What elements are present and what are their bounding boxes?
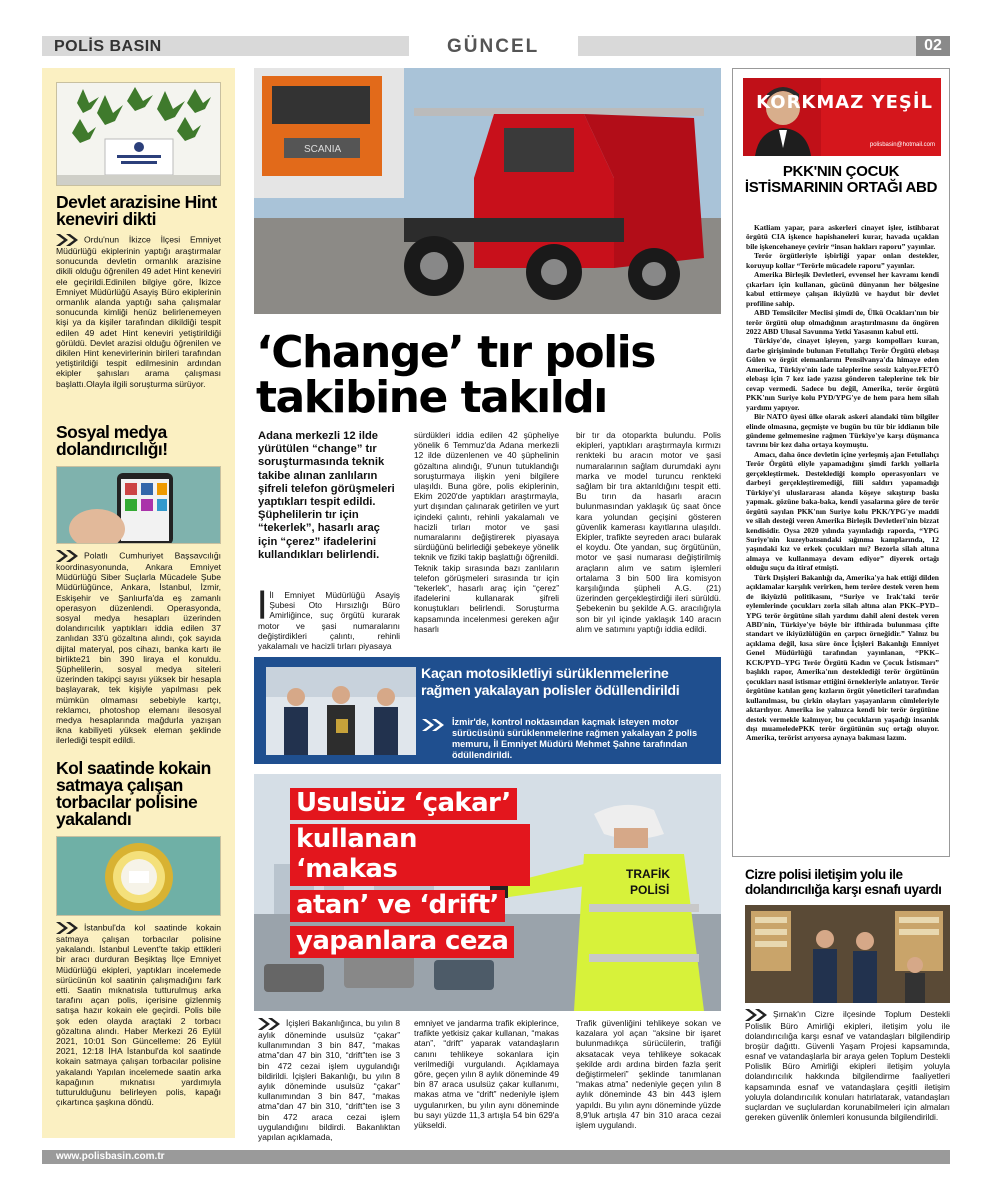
traffic-headline-line3: atan’ ve ‘drift’: [290, 890, 505, 922]
shop-illustration: [745, 905, 950, 1003]
award-news-box: [254, 657, 721, 764]
double-chevron-icon: [745, 1009, 771, 1021]
column-body: [746, 223, 939, 743]
truck-illustration: [254, 68, 721, 314]
page-footer: [42, 1150, 950, 1164]
double-chevron-icon: [56, 234, 82, 246]
page-number: 02: [916, 36, 950, 56]
article-col-3: bir tır da otoparkta bulundu. Polis ekipleri, yaptıkları araştırmayla kırmızı renkteki bu aracın motor ve şasi numaralarının sağlam durumdaki aynı marka ve model turuncu renkteki sağlam bir tıra aktarıldığını tespit etti. Bu tırın da hasarlı aracın bulunmasından yaklaşık üç saat önce kara yolundan geçişini gösteren güvenlik kamerası kayıtlarına ulaşıldı. Ekipler, trafikte seyreden aracı bularak el koydu. Öte yandan, suç örgütünün, motor ve şasi numarası değiştirilmiş araçların alım ve satım işlemleri ortalama 3 bin 500 lira komisyon karşılığında şüpheli A.G. (21) üzerinden gerçekleştirdiği ileri sürüldü. Şebekenin bu şekilde A.G. aracılığıyla son bir yıl içinde yaklaşık 140 aracın alım ve satımını yaptığı iddia edildi.: [576, 430, 721, 634]
hemp-body-text: Ordu'nun İkizce İlçesi Emniyet Müdürlüğü ekiplerinin yaptığı araştırmalar sonucunda devletin ormanlık arazisine dikili olduğu öğrenilen 49 adet Hint keneviri ele geçirildi.Edinilen bilgiye göre, İkizce Emniyet Müdürlüğü Asayiş Büro ekiplerinin ormanlık alanda yaptığı saha çalışmalar sonucunda kimliği henüz belirlenemeyen kişi ya da kişiler tarafından dikildiği tespit edilen 49 adet Hint keneviri yetiştirildiği görüldü. Devlet arazisi olduğu öğrenilen ve dikilen Hint kenevirlerinin birileri tarafından yetiştirildiği tespit edilmesinin ardından ekipler şahısları arama çalışması başlattı.Olayla ilgili soruşturma sürüyor.: [56, 234, 221, 389]
article-col-1: [258, 586, 400, 652]
news-item-hemp: [56, 82, 221, 389]
page-header: [42, 36, 950, 56]
traffic-headline-line1: Usulsüz ‘çakar’: [290, 788, 517, 820]
traffic-col-2: emniyet ve jandarma trafik ekiplerince, trafikte yetkisiz çakar kullanan, “makas atan”, “drift” yaparak vatandaşların canını tehlikeye sokanlara için verilmediği vurgulandı. Açıklamaya göre, geçen yılın 8 aylık döneminde 49 bin 87 araca usulsüz çakar kullanımı, makas atma ve “drift” nedeniyle işlem uygulanırken, bu yılın aynı döneminde bu sayı yüzde 11,3 artışla 54 bin 629'a yükseldi.: [414, 1018, 559, 1131]
cizre-body-text: Şırnak'ın Cizre ilçesinde Toplum Destekli Polislik Büro Amirliği ekipleri, iletişim yolu ile dolandırıcılığa karşı esnaf ve vatandaşları bilgilendirip broşür dağıttı. Güvenli Yaşam Projesi kapsamında, esnaf ve vatandaşlarla bir araya gelen Toplum Destekli Polislik Büro Amirliği ekipleri iletişim yoluyla dolandırıcılık hakkında bilgilendirme faaliyetleri kapsamında esnaf ve vatandaşlara çeşitli iletişim yoluyla dolandırıcılık konuları hatırlatarak, vatandaşları suçlardan ve suçlulardan korunabilmeleri için almaları gereken güvenlik önlemleri konusunda bilgilendirildi.: [745, 1009, 950, 1122]
hemp-body: [56, 234, 221, 389]
truck-photo: [254, 68, 721, 314]
traffic-headline-line4: yapanlara ceza: [290, 926, 514, 958]
watch-illustration: [57, 837, 221, 916]
award-photo: [266, 667, 416, 755]
main-headline: [256, 327, 726, 423]
footer-url[interactable]: www.polisbasin.com.tr: [56, 1151, 165, 1162]
hemp-photo: [56, 82, 221, 186]
traffic-headline: [290, 788, 530, 962]
cocaine-watch-body-text: İstanbul'da kol saatinde kokain satmaya çalışan torbacılar polisine yakalandı. İstanbul Levent'te takip ettikleri bir aracı durduran Beşiktaş İlçe Emniyet Müdürlüğü ekipleri, yaptıkları incelemede sürücünün kol saatinin çalışmadığını fark etti. Saatin mıknatısla tutturulmuş arka tarafını açan polis, içerisine gizlenmiş satışa hazır kokain ele geçirdi. Polis bile şok eden olayda araçtaki 2 torbacı gözaltına alındı. Haber Merkezi 26 Eylül 2021, 10:01 Son Güncelleme: 26 Eylül 2021, 12:18 İHA İstanbul'da kol saatinde kokain satmaya çalışan torbacılar polisine yakalandı Yapılan incelemede saatin arka kapağının mıknatısı yardımıyla tutturulduğunu belirleyen polis, kapağı çıkartınca şaşkına döndü.: [56, 922, 221, 1108]
svg-text:SCANIA: SCANIA: [304, 144, 342, 155]
hemp-plants-illustration: [57, 83, 221, 186]
main-headline-line1: ‘Change’ tır polis: [256, 327, 655, 378]
column-paragraph: Bir NATO üyesi ülke olarak askeri alandaki tüm bilgiler elinde olmasına, geçmişte ve bugün bu tür bir iddianın bile gündeme gelmemesine rağmen Türkiye'ye karşı düşmanca tavrını bir kez daha ortaya koymuştu.: [746, 412, 939, 450]
double-chevron-icon: [258, 1018, 284, 1030]
cocaine-watch-body: [56, 922, 221, 1107]
traffic-headline-line2: kullanan ‘makas: [290, 824, 530, 886]
column-paragraph: Türkiye'de, cinayet işleyen, yargı kompolları kuran, darbe girişiminde bulunan Fetullahçı Terör Örgütü elebaşı Gülen ve örgüt elemanlarını Pensilvanya'da himaye eden Amerika, Türkiye'nin iade taleplerine sessiz kalıyor.FETÖ elebaşı için 7 kez iade yazısı gönderen taleplerine tek bir cevap vermedi. Sadece bu değil, Amerika, terör örgütü PKK'nın Suriye kolu PYD/YPG'ye de hem para hem silah yardımı yapıyor.: [746, 336, 939, 412]
column-paragraph: Amerika Birleşik Devletleri, evvensel her kavramı kendi çıkarları için kullanan, gücünü dünyanın her bölgesine kabul ettirmeye çalışan ikiyüzlü ve haydut bir devlet profiline sahip.: [746, 270, 939, 308]
column-paragraph: Türk Dışişleri Bakanlığı da, Amerika'ya hak ettiği dilden açıklamalar karşılık verirken, hem teröre destek veren hem de ikiyüzlü politikasını, “Suriye ve Irak'taki terör eylemlerinde çocukları zorla silah altına alan PKK–PYD–YPG terör örgütüne silah yardımı dahil aleni destek veren ABD'nin, Türkiye'ye böyle bir ifthirada bulunması çifte standart ve ikiyüzlülüğün en çarpıcı örneğidir.” Yalnız bu açıklama değil, kısa süre önce İçişleri Bakanlığı Emniyet Genel Müdürlüğü tarafından yayınlanan, “PKK–KCK/PYD–YPG Terör Örgütü Kadın ve Çocuk İstismarı” başlıklı rapor, Amerika'nın desteklediği terör örgütünün çocukları nasıl istismar ettiğini örnekleriyle anlatıyor. Terör örgütüne katılan genç kızların örgüt yöneticileri tarafından kullanılması, bu çirkin olayları yaşayanların cümleleriyle aktarılıyor. Amerika ise yalnızca kendi bir terör örgütüne destek vermekle kalmıyor, bu çocukların yaşadığı insanlık dışı muameledePKK terör örgütünün suç ortağı oluyor. Amerika, terörist arıyorsa aynaya bakması lazım.: [746, 572, 939, 743]
section-title: GÜNCEL: [447, 36, 540, 57]
traffic-col-1-text: İçişleri Bakanlığınca, bu yılın 8 aylık döneminde usulsüz “çakar” kullanımından 3 bin 847, “makas atma”dan 47 bin 310, “drift”ten ise 3 bin 472 cezai işlem uygulandığı bildirildi. İçişleri Bakanlığı, bu yılın 8 aylık döneminde usulsüz “çakar” kullanımından 3 bin 847, “makas atma”dan 47 bin 310, “drift”ten ise 3 bin 472 araca cezai işlem uygulandığını bildirdi. Bakanlıktan yapılan açıklamada,: [258, 1018, 400, 1143]
article-col-2: sürdükleri iddia edilen 42 şüpheliye yönelik 6 Temmuz'da Adana merkezli 12 ilde düzenlenen ve 40 şüphelinin gözaltına alındığı, 9'unun tutuklandığı soruşturmaya ilişkin yeni bilgilere ulaşıldı. Buna göre, polis ekiplerinin, Ekim 2020'de yaptıkları araştırmayla, yurt dışından çalınarak getirilen ve yurt içindeki çalıntı, rehinli yakalamalı ve hacizli tırları motor ve şasi numaralarını değiştirerek piyasaya sürdüğünü belirlediği şebekeye yönelik teknik ve fiziki takip başlattığı öğrenildi. Teknik takip sırasında bazı zanlıların telefon görüşmeleri sırasında tır için “tekerlek”, hasarlı araç için “çerez” ifadelerini kullanarak şifreli konuştukları belirlendi. Soruşturma kapsamında incelenmesi gereken ağır hasarlı: [414, 430, 559, 634]
news-item-social-media: [56, 424, 221, 746]
social-media-body: [56, 550, 221, 746]
column-title: PKK'NIN ÇOCUK İSTİSMARININ ORTAĞI ABD: [744, 163, 938, 196]
award-title: Kaçan motosikletliyi sürüklenmelerine rağmen yakalayan polisler ödüllendirildi: [421, 666, 680, 699]
social-media-body-text: Polatlı Cumhuriyet Başsavcılığı koordinasyonunda, Ankara Emniyet Müdürlüğü Siber Suçlarla Mücadele Şube Müdürlüğünce, Ankara, İstanbul, İzmir, Eskişehir ve Şanlıurfa'da eş zamanlı operasyon düzenlendi. Operasyonda, sosyal medya hesapları üzerinden dolandırıcılık yaptıkları iddia edilen 37 zanlıdan 33'ü gözaltına alındı, çok sayıda dijital materyal, pos cihazı, banka kartı ile birlikte21 bin 390 liraya el konuldu. Şüphelilerin, sosyal medya siteleri üzerinden takipçi sayısı yüksek bir hesapla başlayarak, tek kişiyle yapılması pek mümkün olmaması sebebiyle kartçı, reklamcı, photoshop elemanı ilesosyal medya hesaplarında mağdurla yazışan ikna kabiliyeti yüksek eleman şeklinde ilerlediği tespit edildi.: [56, 550, 221, 746]
columnist-name: KORKMAZ YEŞİL: [756, 92, 933, 113]
award-text: İzmir'de, kontrol noktasından kaçmak isteyen motor sürücüsünü sürüklenmelerine rağmen yakalayan 2 polis memuru, İl Emniyet Müdürü Mehmet Şahne tarafından ödüllendirildi.: [452, 717, 698, 760]
double-chevron-icon: [56, 550, 82, 562]
drop-cap-bar: |: [258, 586, 267, 619]
vest-text-2: POLİSİ: [630, 883, 670, 897]
column-paragraph: ABD Temsilciler Meclisi şimdi de, Ülkü Ocakları'nın bir terör örgütü olup olmadığının araştırılmasını da öngören 2022 ABD Ulusal Savunma Yetki Yasasının kabul etti.: [746, 308, 939, 336]
cocaine-watch-title: Kol saatinde kokain satmaya çalışan torbacılar polisine yakalandı: [56, 758, 211, 829]
phone-photo: [56, 466, 221, 544]
officers-illustration: [266, 667, 416, 755]
news-item-cizre: [745, 867, 950, 1122]
brand-name: POLİS BASIN: [54, 38, 162, 55]
traffic-col-1: [258, 1018, 400, 1142]
column-paragraph: Amacı, daha önce devletin içine yerleşmiş ajan Fetullahçı Terör Örgütü eliyle yapamadığını şimdi farklı yollarla gerçekleştirmek. Desteklediği komplo operasyonları ve darbeyi gerçekleştiremediği, fiili saldırı yapamadığı Türkiye'yi uluslararası alanda köşeye sıkıştırıp baskı yapmak. gözüne baka-baka, kendi yasalarına göre de terör örgütü sayılan PKK'nın Suriye kolu PKK/YPG'ye maddi ve silah desteği veren Amerika Birleşik Devletleri'nin bizzat kendisidir. Oysa 2020 yılında yayınladığı raporda, “YPG Suriye'nin kuzeybatısındaki sığınma kamplarında, 12 yaşındaki kız ve erkek çocukları mı? Bezorla silah altına almaya ve kullanmaya devam ediyor” diyerek ortağı olduğu suçu da itiraf etmişti.: [746, 449, 939, 573]
vest-text-1: TRAFİK: [626, 867, 670, 881]
columnist-photo: [743, 78, 821, 156]
double-chevron-icon: [422, 719, 448, 731]
header-bar-right: [578, 36, 916, 56]
phone-illustration: [57, 467, 221, 544]
columnist-banner: [743, 78, 941, 156]
article-col-1-text: İl Emniyet Müdürlüğü Asayiş Şubesi Oto Hırsızlığı Büro Amirliğince, suç örgütü kurarak motor ve şasi numaralarını değiştirdikleri çalıntı, rehinli yakalamalı ve hacizli tırları piyasaya: [258, 590, 400, 652]
cizre-title: Cizre polisi iletişim yolu ile dolandırıcılığa karşı esnafı uyardı: [745, 867, 942, 897]
social-media-title: Sosyal medya dolandırıcılığı!: [56, 422, 168, 459]
hemp-title: Devlet arazisine Hint keneviri dikti: [56, 192, 217, 229]
column-paragraph: Katliam yapar, para askerleri cinayet işler, istihbarat örgütü CIA işkence hapishaneleri kurar, havada uçaklan bile işkencehaneye çevirir “insan hakları raporu” yayınlar.: [746, 223, 939, 251]
columnist-email: polisbasin@hotmail.com: [869, 142, 935, 148]
news-item-cocaine-watch: [56, 760, 221, 1107]
traffic-col-3: Trafik güvenliğini tehlikeye sokan ve kazalara yol açan “aksine bir işaret bulunmadıkça sürücülerin, trafiği aksatacak veya tehlikeye sokacak şekilde ardı ardına birden fazla şerit değiştirmeleri” şeklinde tanımlanan “makas atma” nedeniyle geçen yılın 8 aylık döneminde 43 bin 443 işlem yapıldı. Bu yılın aynı döneminde yüzde 8,9'luk artışla 47 bin 310 araca cezai işlem uygulandı.: [576, 1018, 721, 1131]
lead-paragraph: Adana merkezli 12 ilde yürütülen “change” tır soruşturmasında teknik takibe alınan zanlıların şifreli telefon görüşmeleri yaptıkları tespit edildi. Şüphelilerin tır için “tekerlek”, hasarlı araç için “çerez” ifadelerini kullandıkları belirlendi.: [258, 430, 395, 561]
watch-photo: [56, 836, 221, 916]
cizre-photo: [745, 905, 950, 1003]
main-headline-line2: takibine takıldı: [256, 372, 607, 423]
cizre-body: [745, 1009, 950, 1122]
double-chevron-icon: [56, 922, 82, 934]
column-paragraph: Terör örgütleriyle işbirliği yapar onlan destekler, koruyup kollar “Terörle mücadele raporu” yayınlar.: [746, 251, 939, 270]
